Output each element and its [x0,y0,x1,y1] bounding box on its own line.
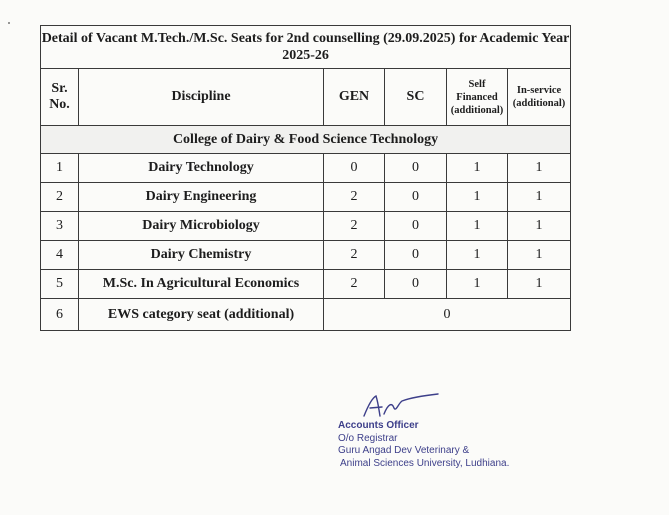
table-row [41,241,571,270]
cell-in-service: 1 [508,270,571,299]
cell-in-service: 1 [508,241,571,270]
cell-sc: 0 [385,212,447,241]
cell-self-financed: 1 [447,154,508,183]
stamp-line-location: Animal Sciences University, Ludhiana. [340,457,510,469]
header-sr-no: Sr. No. [41,69,79,126]
cell-discipline: Dairy Microbiology [79,212,324,241]
cell-gen: 2 [324,212,385,241]
header-self-financed: Self Financed (additional) [447,69,508,126]
cell-sc: 0 [385,241,447,270]
signature [358,392,448,420]
ews-row [41,299,571,331]
cell-sc: 0 [385,154,447,183]
vacancy-table [40,25,571,331]
cell-self-financed: 1 [447,212,508,241]
header-row [41,69,571,126]
signature-stamp [338,392,558,470]
table-row [41,183,571,212]
cell-self-financed: 1 [447,270,508,299]
table-row [41,154,571,183]
cell-in-service: 1 [508,212,571,241]
header-discipline: Discipline [79,69,324,126]
cell-gen: 2 [324,183,385,212]
stamp-line-office: O/o Registrar [338,432,398,444]
header-sc: SC [385,69,447,126]
cell-ews-value: 0 [324,299,571,331]
cell-sr: 3 [41,212,79,241]
cell-gen: 2 [324,241,385,270]
section-row [41,126,571,154]
stamp-line-designation: Accounts Officer [338,420,419,431]
cell-sr: 4 [41,241,79,270]
page-speck [8,22,10,24]
document-title: Detail of Vacant M.Tech./M.Sc. Seats for 2nd counselling (29.09.2025) for Academic Year 2025-26 [41,26,571,69]
cell-sr: 5 [41,270,79,299]
cell-in-service: 1 [508,183,571,212]
cell-in-service: 1 [508,154,571,183]
header-gen: GEN [324,69,385,126]
cell-self-financed: 1 [447,183,508,212]
table-row [41,270,571,299]
cell-sr: 2 [41,183,79,212]
cell-discipline: Dairy Engineering [79,183,324,212]
cell-sr: 6 [41,299,79,331]
header-in-service: In-service (additional) [508,69,571,126]
cell-sr: 1 [41,154,79,183]
stamp-line-university: Guru Angad Dev Veterinary & [338,445,470,456]
cell-self-financed: 1 [447,241,508,270]
section-title: College of Dairy & Food Science Technology [41,126,571,154]
cell-discipline: Dairy Technology [79,154,324,183]
cell-discipline: M.Sc. In Agricultural Economics [79,270,324,299]
cell-gen: 2 [324,270,385,299]
table-row [41,212,571,241]
cell-gen: 0 [324,154,385,183]
cell-discipline: Dairy Chemistry [79,241,324,270]
cell-sc: 0 [385,183,447,212]
cell-sc: 0 [385,270,447,299]
cell-discipline: EWS category seat (additional) [79,299,324,331]
